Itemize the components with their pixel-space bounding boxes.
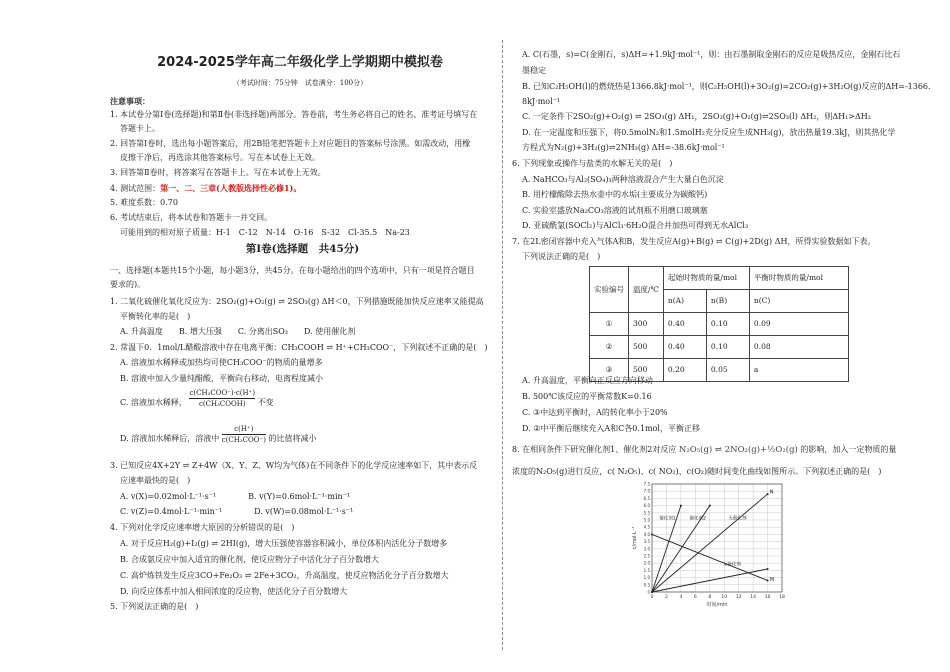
q3-stem: 应速率最快的是( ) bbox=[120, 476, 191, 485]
q7-table bbox=[589, 266, 849, 382]
q3-stem: 3. 已知反应4X+2Y ⇌ Z+4W（X、Y、Z、W均为气体)在不同条件下的化学反应速率如下，其中表示反 bbox=[110, 461, 478, 470]
q4-option-d: D. 向反应体系中加入相同浓度的反应物，使活化分子百分数增大 bbox=[120, 587, 348, 596]
q4-option-c: C. 高炉炼铁发生反应3CO+Fe₂O₃ ⇌ 2Fe+3CO₂，升高温度，使反应物活化分子百分数增大 bbox=[120, 571, 449, 580]
q2-option-c: C. 溶液加水稀释， c(CH₃COO⁻)·c(H⁺) c(CH₃COOH) 不变 bbox=[120, 388, 274, 408]
annotation-catalyst1: 催化剂1 bbox=[659, 516, 676, 522]
table-row: ① 300 0.40 0.10 0.09 bbox=[590, 313, 849, 336]
x-tick-label: 4 bbox=[679, 595, 683, 600]
note-line: 6. 考试结束后，将本试卷和答题卡一并交回。 bbox=[110, 213, 273, 222]
q4-option-a: A. 对于反应H₂(g)+I₂(g) ⇌ 2HI(g)，增大压强使容器容积减小，单位体积内活化分子数增多 bbox=[120, 539, 448, 548]
q7-option-a: A. 升高温度，平衡向正反应方向移动 bbox=[522, 376, 653, 385]
q5-option-d: D. 在一定温度和压强下，将0.5molN₂和1.5molH₂充分反应生成NH₃(g)，放出热量19.3kJ，则其热化学 bbox=[522, 128, 896, 137]
notes-heading: 注意事项： bbox=[110, 96, 150, 106]
q8-stem: 8. 在相同条件下研究催化剂1、催化剂2对反应 N₂O₅(g) ⇌ 2NO₂(g)+½O₂(g) 的影响，加入一定物质的量 bbox=[512, 445, 897, 455]
q1-options: A. 升高温度 B. 增大压强 C. 分离出SO₃ D. 使用催化剂 bbox=[120, 327, 356, 336]
th-nc: n(C) bbox=[749, 290, 848, 313]
y-tick-label: 4.0 bbox=[643, 531, 650, 537]
y-tick-label: 0 bbox=[647, 589, 650, 595]
data-point bbox=[767, 493, 769, 495]
q4-option-b: B. 合成氨反应中加入适宜的催化剂，使反应物分子中活化分子百分数增大 bbox=[120, 555, 379, 564]
x-tick-label: 8 bbox=[708, 595, 712, 600]
q6-option-d: D. 亚硫酰氯(SOCl₂)与AlCl₃·6H₂O混合并加热可得到无水AlCl₃ bbox=[522, 221, 749, 230]
y-tick-label: 0.5 bbox=[643, 582, 650, 588]
annotation-n: N bbox=[769, 489, 774, 496]
x-tick-label: 14 bbox=[750, 595, 756, 600]
note-line: 3. 回答第Ⅱ卷时，将答案写在答题卡上。写在本试卷上无效。 bbox=[110, 168, 326, 177]
note-line: 答题卡上。 bbox=[120, 124, 160, 133]
note-scope-label: 4. 测试范围： bbox=[110, 184, 161, 193]
q7-stem: 下列说法正确的是( ) bbox=[522, 252, 601, 261]
y-tick-label: 1.5 bbox=[643, 567, 650, 573]
q7-option-b: B. 500℃该反应的平衡常数K=0.16 bbox=[522, 392, 652, 401]
x-tick-label: 10 bbox=[721, 595, 728, 600]
note-line bbox=[110, 181, 301, 196]
exam-title: 2024-2025学年高二年级化学上学期期中模拟卷 bbox=[157, 55, 443, 70]
q6-option-b: B. 用柠檬酸除去热水壶中的水垢(主要成分为碳酸钙) bbox=[522, 190, 708, 199]
q5-option-b: 8kJ·mol⁻¹ bbox=[522, 97, 561, 106]
x-tick-label: 2 bbox=[665, 595, 668, 600]
note-line: 皮擦干净后，再选涂其他答案标号。写在本试卷上无效。 bbox=[120, 153, 320, 162]
y-tick-label: 2.0 bbox=[643, 560, 650, 566]
y-tick-label: 7.5 bbox=[643, 481, 650, 487]
note-scope: 第一、二、三章(人教版选择性必修1)。 bbox=[160, 183, 302, 193]
th-start: 起始时物质的量/mol bbox=[663, 267, 749, 290]
data-point bbox=[651, 591, 653, 593]
q8-stem: 浓度的N₂O₅(g)进行反应，c( N₂O₅)、c( NO₂)、c(O₂)随时间变化曲线如图所示。下列叙述正确的是( ) bbox=[512, 467, 882, 476]
annotation-m: M bbox=[769, 577, 775, 584]
x-tick-label: 18 bbox=[779, 595, 785, 600]
x-tick-label: 12 bbox=[735, 595, 742, 600]
th-temp: 温度/℃ bbox=[629, 267, 664, 313]
part1-intro: 要求的)。 bbox=[110, 280, 146, 289]
y-tick-label: 3.0 bbox=[643, 546, 650, 552]
q3-options: C. v(Z)=0.4mol·L⁻¹·min⁻¹ D. v(W)=0.08mol·L⁻¹·s⁻¹ bbox=[120, 507, 354, 516]
q8-chart bbox=[630, 478, 800, 610]
note-line: 1. 本试卷分第Ⅰ卷(选择题)和第Ⅱ卷(非选择题)两部分。答卷前，考生务必将自己的姓名、准考证号填写在 bbox=[110, 110, 478, 119]
y-tick-label: 7.0 bbox=[643, 488, 650, 494]
q5-option-a: 墨稳定 bbox=[522, 66, 546, 75]
data-point bbox=[709, 505, 711, 507]
y-tick-label: 5.0 bbox=[643, 517, 650, 523]
q6-stem: 6. 下列现象或操作与盐类的水解无关的是( ) bbox=[512, 159, 673, 168]
q7-option-c: C. ③中达到平衡时，A的转化率小于20% bbox=[522, 408, 668, 417]
y-tick-label: 2.5 bbox=[643, 553, 650, 559]
y-tick-label: 6.5 bbox=[643, 495, 650, 501]
q6-option-c: C. 实验室盛放Na₂CO₃溶液的试剂瓶不用磨口玻璃塞 bbox=[522, 206, 708, 215]
th-nb: n(B) bbox=[706, 290, 749, 313]
q6-option-a: A. NaHCO₃与Al₂(SO₄)₃两种溶液混合产生大量白色沉淀 bbox=[522, 175, 724, 184]
annotation-no-catalyst-lower: 无催化剂 bbox=[722, 562, 741, 568]
data-point bbox=[767, 579, 769, 581]
data-point bbox=[651, 533, 653, 535]
table-row: ② 500 0.40 0.10 0.08 bbox=[590, 336, 849, 359]
x-tick-label: 6 bbox=[693, 595, 697, 600]
q7-stem: 7. 在2L密闭容器中充入气体A和B，发生反应A(g)+B(g) ⇌ C(g)+2D(g) ΔH，所得实验数据如下表。 bbox=[512, 237, 876, 246]
y-tick-label: 5.5 bbox=[643, 510, 650, 516]
th-exp: 实验编号 bbox=[590, 267, 629, 313]
note-line: 2. 回答第Ⅰ卷时，选出每小题答案后，用2B铅笔把答题卡上对应题目的答案标号涂黑。如需改动，用橡 bbox=[110, 139, 471, 148]
q2-option-a: A. 溶液加水稀释或加热均可使CH₃COO⁻的物质的量增多 bbox=[120, 358, 323, 367]
q2-option-b: B. 溶液中加入少量纯醋酸，平衡向右移动，电离程度减小 bbox=[120, 374, 323, 383]
q8-equation: N₂O₅(g) ⇌ 2NO₂(g)+½O₂(g) bbox=[678, 445, 798, 455]
y-tick-label: 6.0 bbox=[643, 503, 650, 509]
q5-option-a: A. C(石墨，s)=C(金刚石，s)ΔH=+1.9kJ·mol⁻¹，则：由石墨制取金刚石的反应是吸热反应，金刚石比石 bbox=[522, 50, 901, 59]
annotation-catalyst2: 催化剂2 bbox=[689, 516, 706, 522]
note-line: 5. 难度系数：0.70 bbox=[110, 198, 178, 207]
q1-stem: 1. 二氧化硫催化氧化反应为：2SO₂(g)+O₂(g) ⇌ 2SO₃(g) ΔH＜0，下列措施既能加快反应速率又能提高 bbox=[110, 297, 484, 306]
part1-intro: 一、选择题(本题共15个小题，每小题3分，共45分。在每小题给出的四个选项中，只有一项是符合题目 bbox=[110, 266, 475, 275]
y-axis-label: c/mol·L⁻¹ bbox=[632, 526, 638, 550]
q4-stem: 4. 下列对化学反应速率增大原因的分析错误的是( ) bbox=[110, 523, 295, 532]
y-tick-label: 3.5 bbox=[643, 539, 650, 545]
y-tick-label: 4.5 bbox=[643, 524, 650, 530]
column-divider bbox=[502, 40, 503, 650]
fraction: c(H⁺) c(CH₃COO⁻) bbox=[221, 424, 266, 444]
table-row: ③ 500 0.20 0.05 a bbox=[590, 359, 849, 382]
data-point bbox=[680, 505, 682, 507]
fraction: c(CH₃COO⁻)·c(H⁺) c(CH₃COOH) bbox=[189, 388, 256, 408]
x-tick-label: 0 bbox=[650, 595, 654, 600]
th-na: n(A) bbox=[663, 290, 706, 313]
q2-option-d: D. 溶液加水稀释后，溶液中 c(H⁺) c(CH₃COO⁻) 的比值将减小 bbox=[120, 424, 317, 444]
q5-option-d: 方程式为N₂(g)+3H₂(g)⇌2NH₃(g) ΔH=-38.6kJ·mol⁻¹ bbox=[522, 143, 725, 152]
q1-stem: 平衡转化率的是( ) bbox=[120, 312, 191, 321]
atomic-masses: 可能用到的相对原子质量：H-1 C-12 N-14 O-16 S-32 Cl-35.5 Na-23 bbox=[120, 228, 410, 237]
y-tick-label: 1.0 bbox=[643, 575, 650, 581]
data-point bbox=[767, 568, 769, 570]
q7-option-d: D. ②中平衡后继续充入A和C各0.1mol，平衡正移 bbox=[522, 424, 700, 433]
exam-subtitle: （考试时间：75分钟 试卷满分：100分） bbox=[232, 79, 368, 87]
q2-stem: 2. 常温下0．1mol/L醋酸溶液中存在电离平衡：CH₃COOH ⇌ H⁺+CH₃COO⁻，下列叙述不正确的是( ) bbox=[110, 343, 488, 352]
annotation-no-catalyst: 无催化剂 bbox=[728, 516, 747, 522]
x-tick-label: 16 bbox=[764, 595, 771, 600]
th-eq: 平衡时物质的量/mol bbox=[749, 267, 848, 290]
q3-options: A. v(X)=0.02mol·L⁻¹·s⁻¹ B. v(Y)=0.6mol·L⁻¹·min⁻¹ bbox=[120, 492, 351, 501]
q5-stem: 5. 下列说法正确的是( ) bbox=[110, 602, 199, 611]
x-axis-label: 时间/min bbox=[706, 602, 728, 608]
q5-option-c: C. 一定条件下2SO₂(g)+O₂(g) ⇌ 2SO₃(g) ΔH₁，2SO₂(g)+O₂(g)⇌2SO₃(l) ΔH₂，则ΔH₁>ΔH₂ bbox=[522, 112, 871, 121]
part1-heading: 第Ⅰ卷(选择题 共45分) bbox=[245, 243, 360, 255]
q5-option-b: B. 已知C₂H₅OH(l)的燃烧热是1366.8kJ·mol⁻¹，则C₂H₅OH(l)+3O₂(g)=2CO₂(g)+3H₂O(g)反应的ΔH=-1366. bbox=[522, 82, 931, 91]
